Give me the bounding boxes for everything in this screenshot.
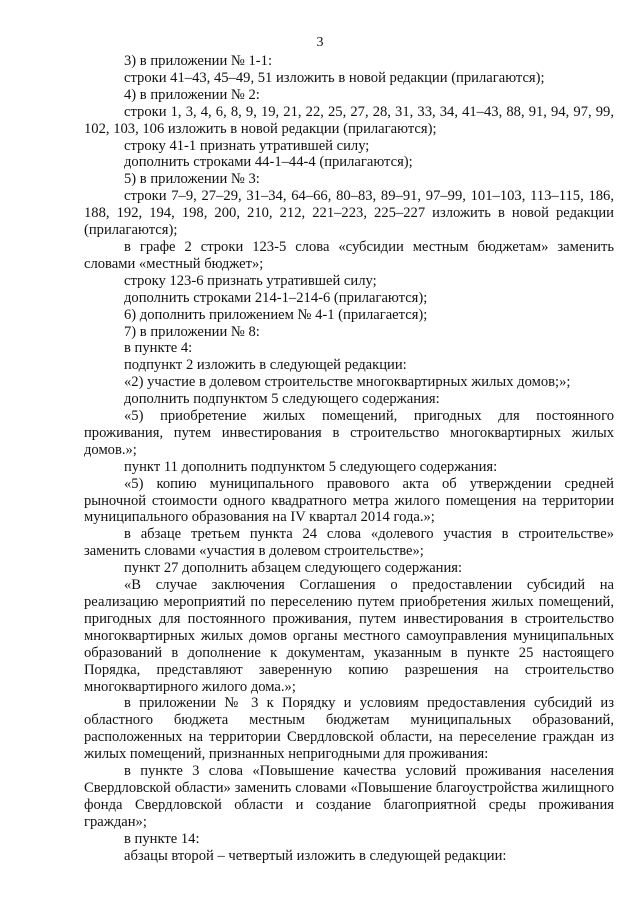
paragraph: в пункте 4: — [124, 340, 193, 357]
document-body — [84, 53, 614, 865]
paragraph: «2) участие в долевом строительстве многоквартирных жилых домов;»; — [124, 374, 571, 391]
paragraph: 4) в приложении № 2: — [124, 86, 260, 103]
paragraph: строку 41-1 признать утратившей силу; — [124, 137, 370, 154]
paragraph: 5) в приложении № 3: — [124, 171, 260, 188]
paragraph: подпункт 2 изложить в следующей редакции: — [124, 357, 407, 374]
paragraph: 6) дополнить приложением № 4-1 (прилагается); — [124, 306, 428, 323]
paragraph: в графе 2 строки 123-5 слова «субсидии местным бюджетам» заменить словами «местный бюджет»; — [84, 238, 614, 272]
page-number: 3 — [316, 35, 324, 50]
paragraph: строку 123-6 признать утратившей силу; — [124, 272, 377, 289]
paragraph: строки 41–43, 45–49, 51 изложить в новой редакции (прилагаются); — [124, 69, 545, 86]
paragraph: пункт 27 дополнить абзацем следующего содержания: — [124, 560, 463, 577]
paragraph: 3) в приложении № 1-1: — [124, 53, 273, 69]
paragraph: в абзаце третьем пункта 24 слова «долевого участия в строительстве» заменить словами «участия в долевом строительстве»; — [84, 526, 614, 560]
paragraph: в пункте 3 слова «Повышение качества условий проживания населения Свердловской области» заменить словами «Повышение благоустройства жилищного фонда Свердловской области и создание благоприятной среды проживания граждан»; — [84, 763, 614, 830]
paragraph: «5) копию муниципального правового акта об утверждении средней рыночной стоимости одного квадратного метра жилого помещения на территории муниципального образования на IV квартал 2014 года.»; — [84, 475, 614, 526]
paragraph: дополнить строками 214-1–214-6 (прилагаются); — [124, 289, 428, 306]
paragraph: дополнить подпунктом 5 следующего содержания: — [124, 391, 440, 408]
paragraph: строки 7–9, 27–29, 31–34, 64–66, 80–83, 89–91, 97–99, 101–103, 113–115, 186, 188, 192, 194, 198, 200, 210, 212, 221–223, 225–227 изложить в новой редакции (прилагаются); — [84, 188, 614, 239]
paragraph: «5) приобретение жилых помещений, пригодных для постоянного проживания, путем инвестирования в строительство многоквартирных жилых домов.»; — [84, 408, 614, 458]
paragraph: 7) в приложении № 8: — [124, 323, 260, 340]
paragraph: дополнить строками 44-1–44-4 (прилагаются); — [124, 154, 413, 171]
paragraph: «В случае заключения Соглашения о предоставлении субсидий на реализацию мероприятий по переселению путем приобретения жилых помещений, пригодных для постоянного проживания, путем инвестирования в строительство многоквартирных жилых домов органы местного самоуправления муниципальных образований в дополнение к документам, указанным в пункте 25 настоящего Порядка, представляют заверенную копию разрешения на строительство многоквартирного жилого дома.»; — [84, 577, 614, 695]
paragraph: в пункте 14: — [124, 830, 200, 847]
paragraph: абзацы второй – четвертый изложить в следующей редакции: — [124, 847, 507, 864]
paragraph: в приложении № 3 к Порядку и условиям предоставления субсидий из областного бюджета местным бюджетам муниципальных образований, расположенных на территории Свердловской области, на переселение граждан из жилых помещений, признанных непригодными для проживания: — [84, 695, 614, 763]
paragraph: строки 1, 3, 4, 6, 8, 9, 19, 21, 22, 25, 27, 28, 31, 33, 34, 41–43, 88, 91, 94, 97, 99, 102, 103, 106 изложить в новой редакции (прилагаются); — [84, 103, 614, 137]
paragraph: пункт 11 дополнить подпунктом 5 следующего содержания: — [124, 458, 498, 475]
